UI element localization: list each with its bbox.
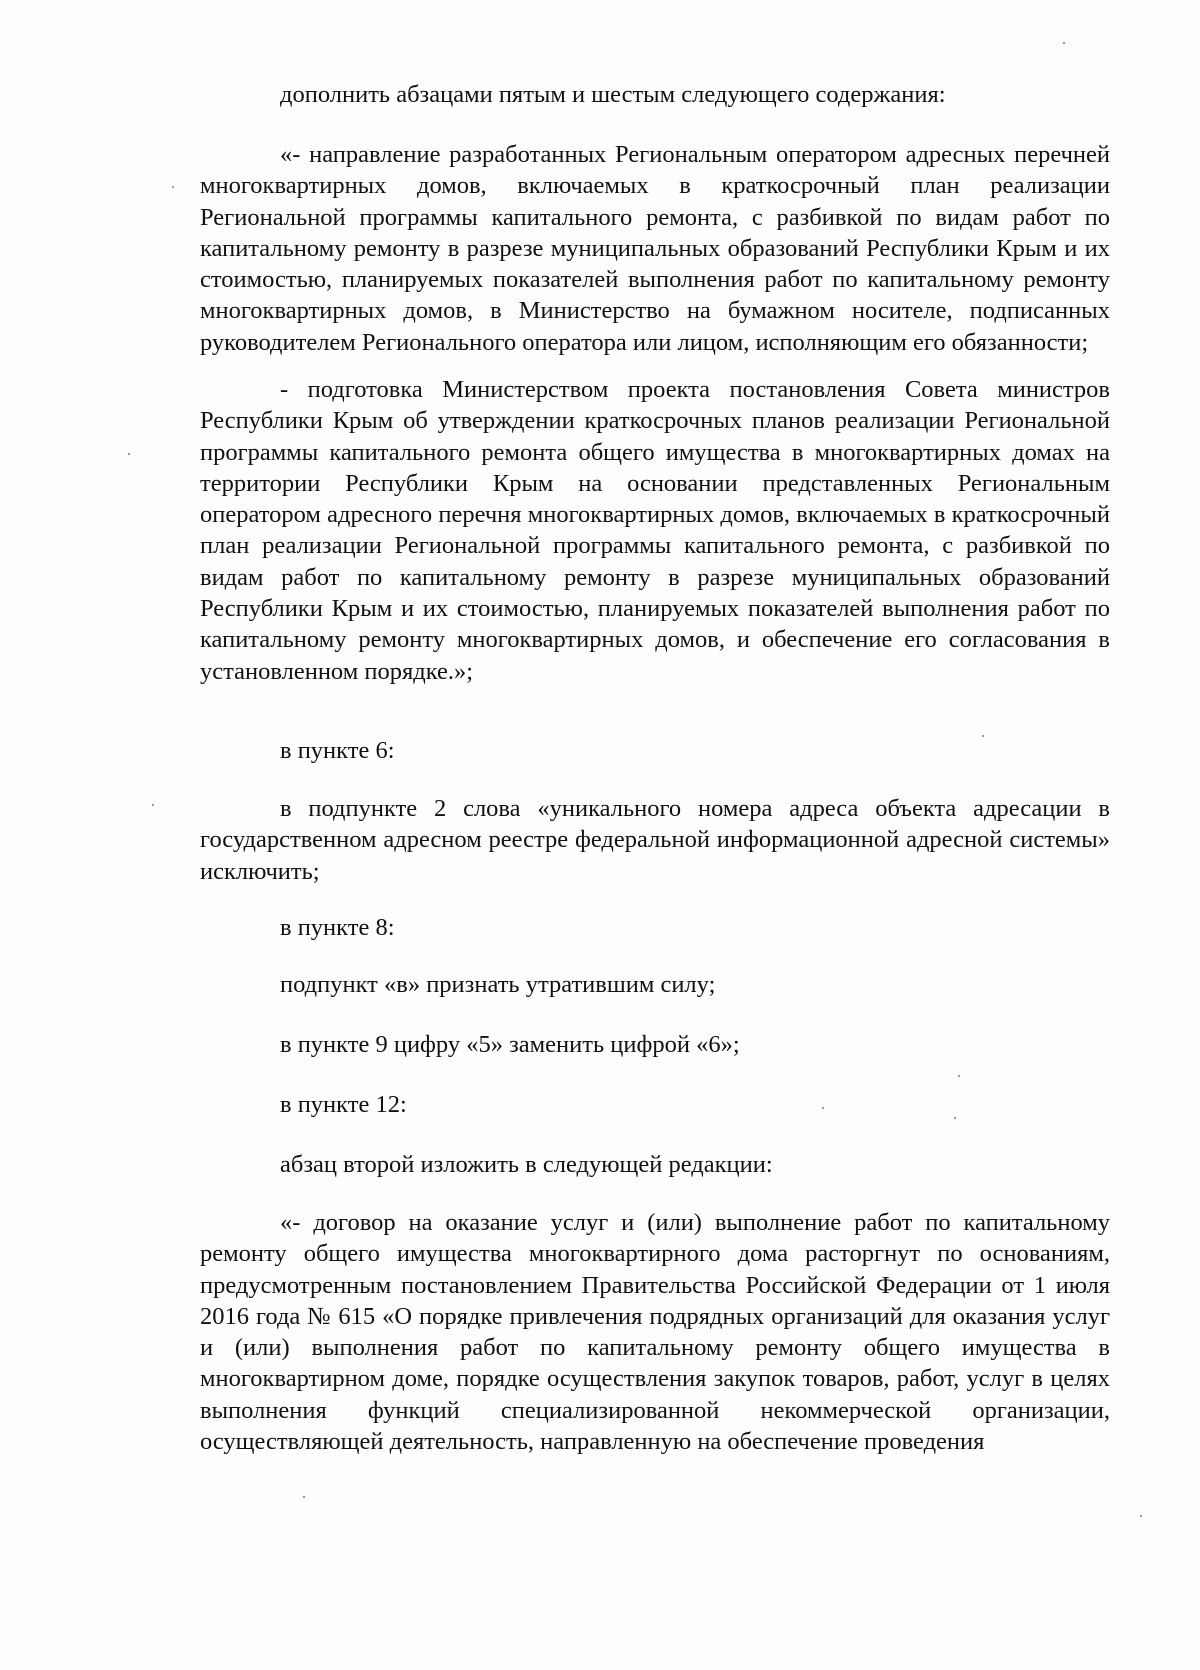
scan-speck <box>1140 1515 1142 1517</box>
scan-speck <box>128 453 130 455</box>
intro-line: дополнить абзацами пятым и шестым следующего содержания: <box>280 81 946 108</box>
item-12-heading: в пункте 12: <box>280 1091 407 1118</box>
item-8-heading: в пункте 8: <box>280 914 395 941</box>
scan-speck <box>958 1075 960 1077</box>
scan-speck <box>822 1107 824 1109</box>
scan-speck <box>954 1117 956 1119</box>
second-paragraph-line: абзац второй изложить в следующей редакции: <box>280 1151 773 1178</box>
quoted-paragraph-direction: «- направление разработанных Региональным оператором адресных перечней многоквартирных домов, включаемых в краткосрочный план реализации Региональной программы капитального ремонта, с разбивкой по видам работ по капитальному ремонту в разрезе муниципальных образований Республики Крым и их стоимостью, планируемых показателей выполнения работ по капитальному ремонту многоквартирных домов, в Министерство на бумажном носителе, подписанных руководителем Регионального оператора или лицом, исполняющим его обязанности; <box>200 141 1110 356</box>
scan-speck <box>1063 42 1065 44</box>
subitem-v-line: подпункт «в» признать утратившим силу; <box>280 971 716 998</box>
quoted-paragraph-contract: «- договор на оказание услуг и (или) выполнение работ по капитальному ремонту общего имущества многоквартирного дома расторгнут по основаниям, предусмотренным постановлением Правительства Российской Федерации от 1 июля 2016 года № 615 «О порядке привлечения подрядных организаций для оказания услуг и (или) выполнения работ по капитальному ремонту общего имущества в многоквартирном доме, порядке осуществления закупок товаров, работ, услуг в целях выполнения функций специализированной некоммерческой организации, осуществляющей деятельность, направленную на обеспечение проведения <box>200 1209 1110 1456</box>
scan-speck <box>303 1496 305 1498</box>
subitem-2-paragraph: в подпункте 2 слова «уникального номера адреса объекта адресации в государственном адресном реестре федеральной информационной адресной системы» исключить; <box>200 795 1110 885</box>
paragraph-preparation: - подготовка Министерством проекта постановления Совета министров Республики Крым об утверждении краткосрочных планов реализации Региональной программы капитального ремонта общего имущества в многоквартирных домах на территории Республики Крым на основании представленных Региональным оператором адресного перечня многоквартирных домов, включаемых в краткосрочный план реализации Региональной программы капитального ремонта, с разбивкой по видам работ по капитальному ремонту в разрезе муниципальных образований Республики Крым и их стоимостью, планируемых показателей выполнения работ по капитальному ремонту многоквартирных домов, и обеспечение его согласования в установленном порядке.»; <box>200 376 1110 685</box>
scan-speck <box>982 735 984 737</box>
scan-speck <box>152 804 154 806</box>
item-9-line: в пункте 9 цифру «5» заменить цифрой «6»; <box>280 1031 740 1058</box>
scan-speck <box>172 186 174 188</box>
item-6-heading: в пункте 6: <box>280 737 395 764</box>
